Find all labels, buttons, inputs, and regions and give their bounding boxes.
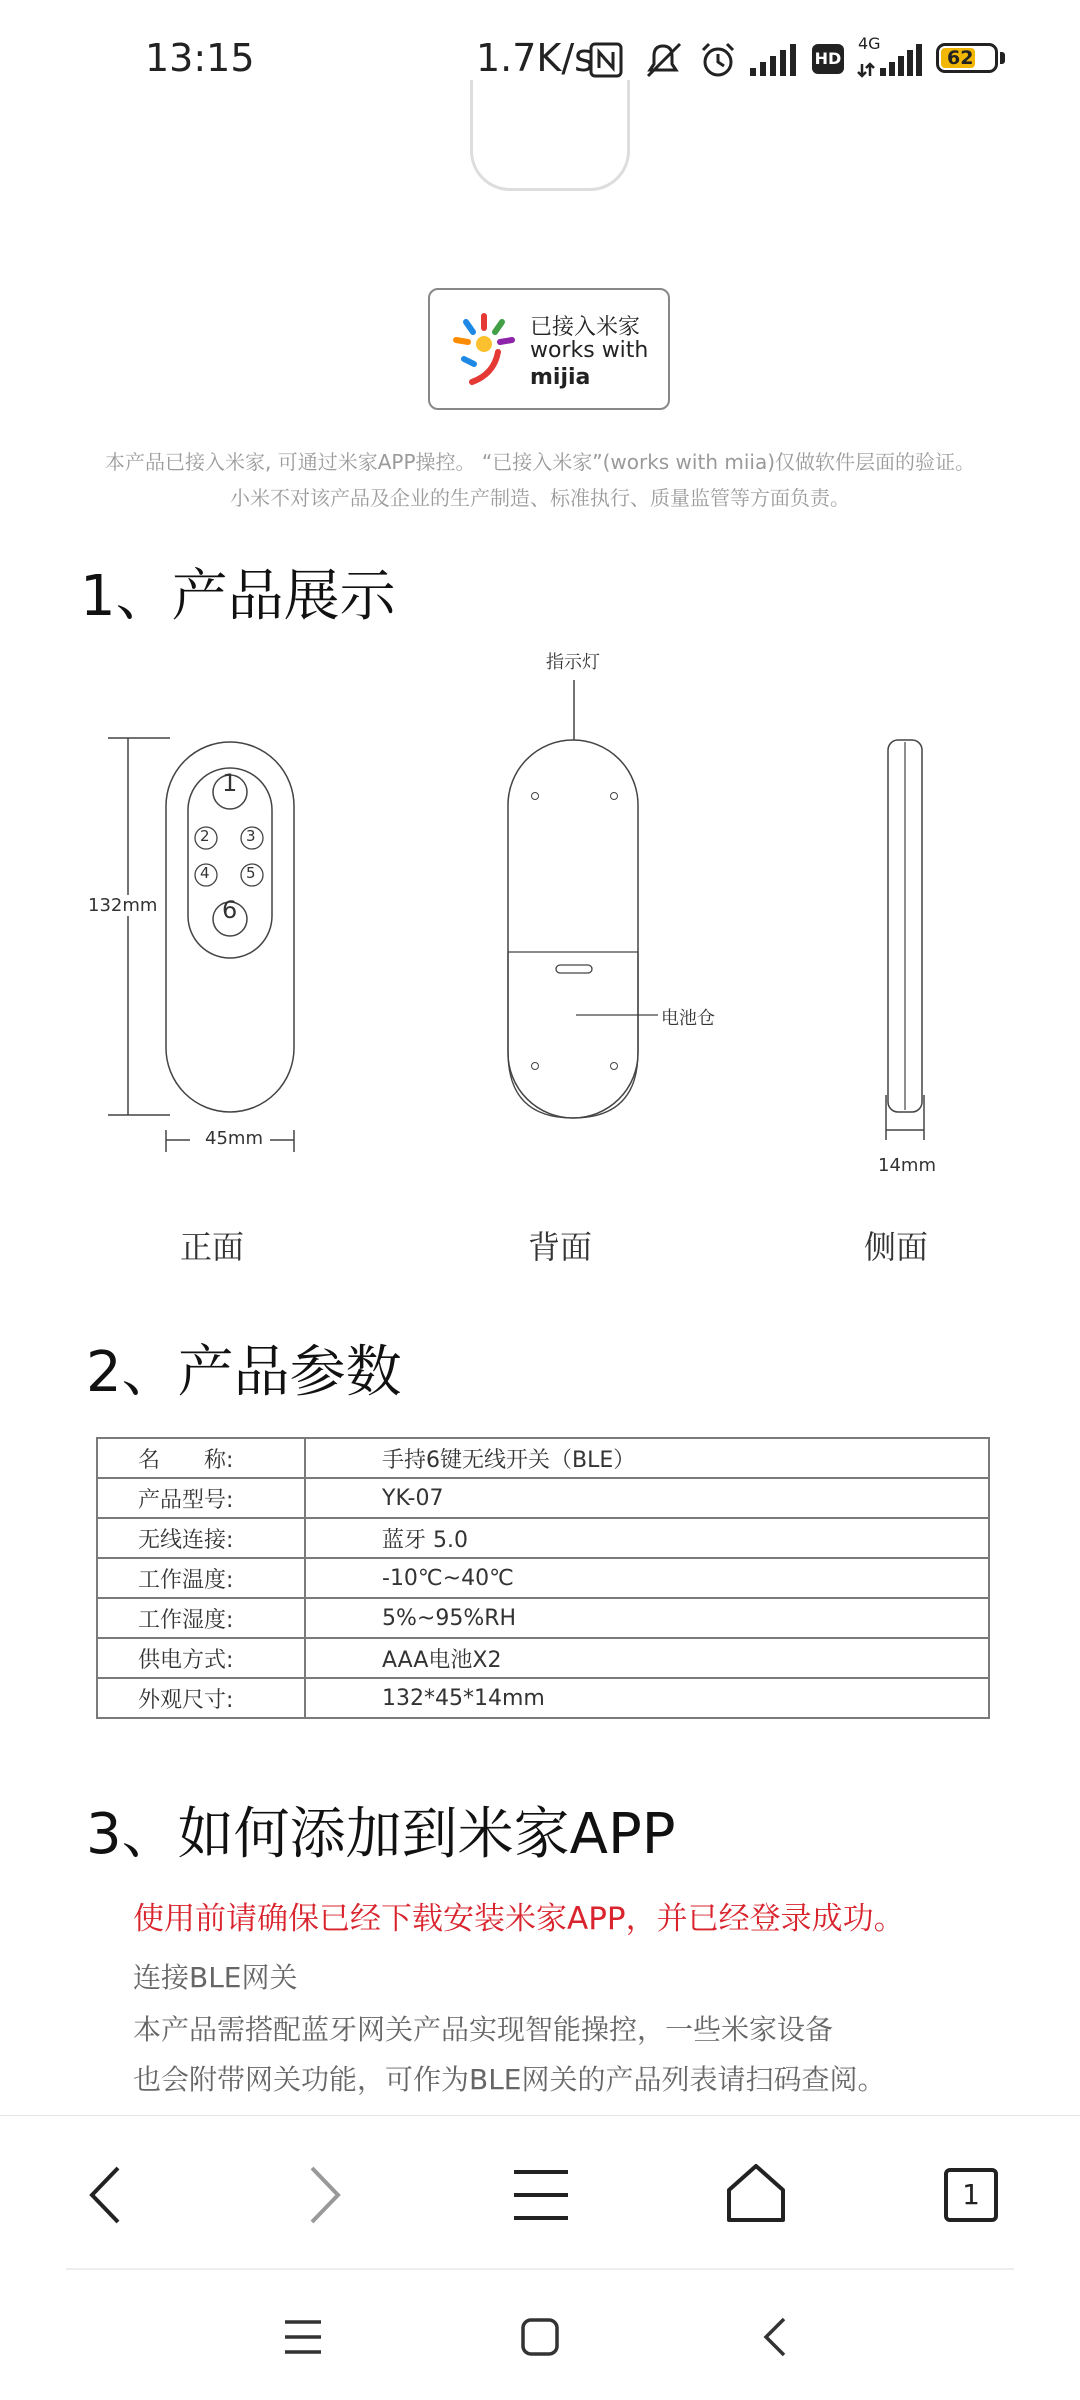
height-dimension: 132mm: [88, 895, 158, 916]
nfc-icon: [588, 40, 624, 80]
badge-line-2: works with: [530, 338, 649, 363]
table-row: [97, 1638, 989, 1678]
battery-tip: [1000, 52, 1005, 64]
section-1-title: 1、产品展示: [80, 564, 396, 629]
front-button-6: 6: [222, 896, 238, 924]
system-navigation-bar: [0, 2270, 1080, 2400]
front-button-2: 2: [200, 827, 210, 845]
status-time: 13:15: [145, 36, 255, 80]
home-button-icon[interactable]: [520, 2317, 560, 2357]
alarm-icon: [698, 40, 738, 80]
system-back-icon[interactable]: [760, 2316, 790, 2358]
back-view-label: 背面: [528, 1228, 593, 1266]
side-view-label: 侧面: [864, 1228, 929, 1266]
table-row: [97, 1478, 989, 1518]
spec-value: 132*45*14mm: [305, 1678, 989, 1718]
spec-value: 手持6键无线开关（BLE）: [305, 1438, 989, 1478]
browser-toolbar: [0, 2115, 1080, 2271]
spec-value: -10℃~40℃: [305, 1558, 989, 1598]
disclaimer-line-1: 本产品已接入米家, 可通过米家APP操控。 “已接入米家”(works with miia)仅做软件层面的验证。: [104, 450, 976, 474]
spec-value: YK-07: [305, 1478, 989, 1518]
indicator-label: 指示灯: [546, 652, 600, 673]
spec-key: 外观尺寸:: [97, 1678, 305, 1718]
front-button-1: 1: [222, 769, 238, 797]
disclaimer-line-2: 小米不对该产品及企业的生产制造、标准执行、质量监管等方面负责。: [230, 486, 850, 510]
front-button-3: 3: [246, 827, 256, 845]
gateway-paragraph-2: 也会附带网关功能，可作为BLE网关的产品列表请扫码查阅。: [133, 2063, 886, 2096]
front-view-drawing: [80, 720, 310, 1160]
badge-line-1: 已接入米家: [530, 315, 641, 340]
battery-level: 62: [947, 47, 974, 69]
network-type: 4G: [858, 34, 881, 53]
spec-key: 名 称:: [97, 1438, 305, 1478]
table-row: [97, 1438, 989, 1478]
mijia-badge: [428, 288, 670, 410]
status-bar: [0, 0, 1080, 120]
side-view-drawing: [870, 730, 940, 1150]
table-row: [97, 1678, 989, 1718]
forward-icon[interactable]: [298, 2164, 348, 2226]
spec-key: 工作温度:: [97, 1558, 305, 1598]
tabs-icon[interactable]: 1: [944, 2168, 998, 2222]
section-3-title: 3、如何添加到米家APP: [86, 1802, 676, 1867]
battery-icon: [936, 43, 998, 73]
badge-line-3: mijia: [530, 365, 591, 390]
width-dimension: 45mm: [205, 1128, 263, 1149]
spec-value: 5%~95%RH: [305, 1598, 989, 1638]
front-view-label: 正面: [180, 1228, 245, 1266]
gateway-paragraph-1: 本产品需搭配蓝牙网关产品实现智能操控，一些米家设备: [133, 2013, 834, 2046]
spec-key: 无线连接:: [97, 1518, 305, 1558]
network-speed: 1.7K/s: [476, 36, 594, 80]
spec-value: 蓝牙 5.0: [305, 1518, 989, 1558]
spec-table: [96, 1437, 990, 1719]
spec-value: AAA电池X2: [305, 1638, 989, 1678]
spec-key: 工作湿度:: [97, 1598, 305, 1638]
section-2-title: 2、产品参数: [86, 1340, 402, 1405]
table-row: [97, 1558, 989, 1598]
front-button-4: 4: [200, 864, 210, 882]
depth-dimension: 14mm: [878, 1155, 936, 1176]
front-button-5: 5: [246, 864, 256, 882]
spec-key: 产品型号:: [97, 1478, 305, 1518]
hd-icon: HD: [812, 44, 844, 74]
mute-icon: [640, 40, 686, 80]
spec-key: 供电方式:: [97, 1638, 305, 1678]
4g-signal-icon: [856, 40, 922, 80]
table-row: [97, 1598, 989, 1638]
home-icon[interactable]: [725, 2162, 787, 2224]
menu-icon[interactable]: [512, 2166, 570, 2224]
back-view-drawing: [490, 680, 690, 1130]
battery-compartment-label: 电池仓: [661, 1008, 715, 1029]
ble-gateway-subtitle: 连接BLE网关: [133, 1961, 298, 1994]
install-notice: 使用前请确保已经下载安装米家APP，并已经登录成功。: [133, 1901, 905, 1937]
mijia-logo-icon: [444, 304, 524, 394]
table-row: [97, 1518, 989, 1558]
back-icon[interactable]: [82, 2164, 132, 2226]
recents-icon[interactable]: [283, 2318, 323, 2356]
signal-icon: [748, 40, 798, 80]
